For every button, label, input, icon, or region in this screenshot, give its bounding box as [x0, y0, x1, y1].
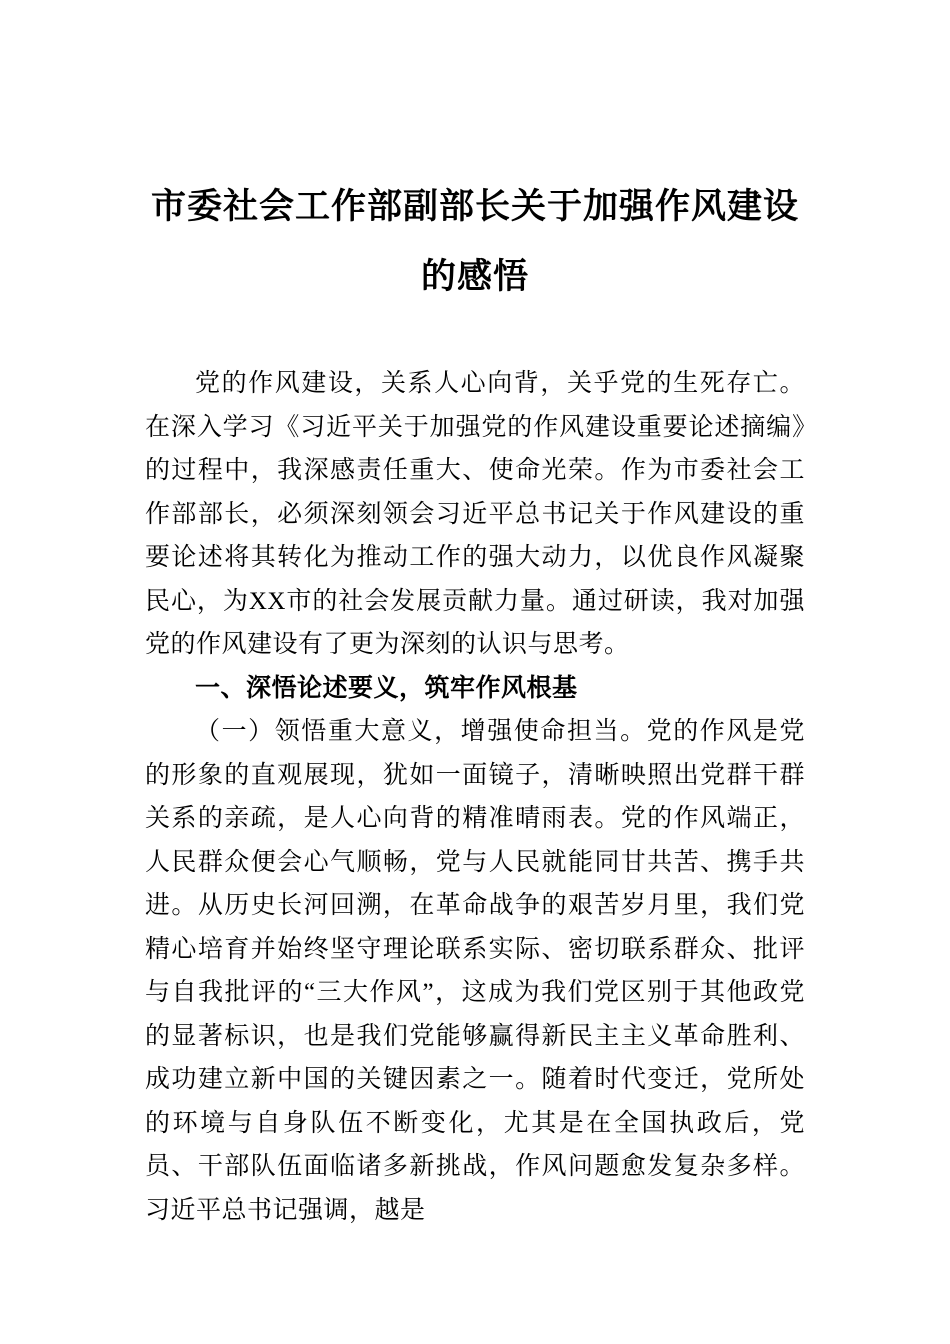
document-title: 市委社会工作部副部长关于加强作风建设的感悟	[150, 187, 799, 296]
paragraph-intro: 党的作风建设，关系人心向背，关乎党的生死存亡。在深入学习《习近平关于加强党的作风建设重要论述摘编》的过程中，我深感责任重大、使命光荣。作为市委社会工作部部长，必须深刻领会习近平总书记关于作风建设的重要论述将其转化为推动工作的强大动力，以优良作风凝聚民心，为XX市的社会发展贡献力量。通过研读，我对加强党的作风建设有了更为深刻的认识与思考。	[145, 370, 805, 658]
paragraph-section-1-1: （一）领悟重大意义，增强使命担当。党的作风是党的形象的直观展现，犹如一面镜子，清晰映照出党群干群关系的亲疏，是人心向背的精准晴雨表。党的作风端正，人民群众便会心气顺畅，党与人民就能同甘共苦、携手共进。从历史长河回溯，在革命战争的艰苦岁月里，我们党精心培育并始终坚守理论联系实际、密切联系群众、批评与自我批评的“三大作风”，这成为我们党区别于其他政党的显著标识，也是我们党能够赢得新民主主义革命胜利、成功建立新中国的关键因素之一。随着时代变迁，党所处的环境与自身队伍不断变化，尤其是在全国执政后，党员、干部队伍面临诸多新挑战，作风问题愈发复杂多样。习近平总书记强调，越是	[145, 718, 805, 1224]
document-body	[145, 362, 805, 1232]
section-heading-1: 一、深悟论述要义，筑牢作风根基	[195, 673, 578, 702]
